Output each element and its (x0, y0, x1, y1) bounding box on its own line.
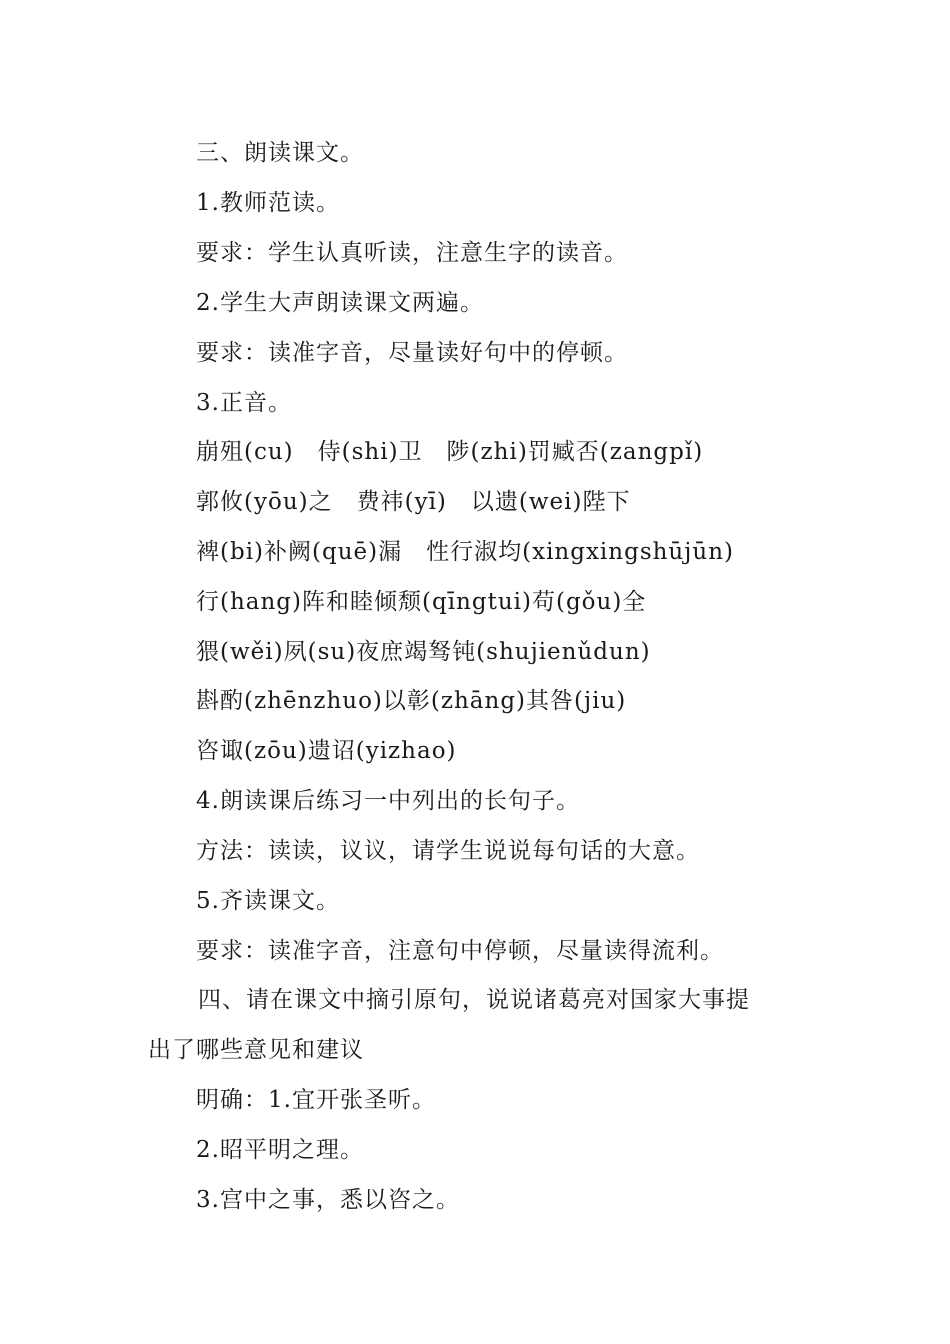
step-5: 5.齐读课文。 (196, 888, 340, 914)
method-text: 方法：读读，议议，请学生说说每句话的大意。 (196, 838, 700, 864)
step-3: 3.正音。 (196, 390, 292, 416)
answer-line-2: 2.昭平明之理。 (196, 1137, 364, 1163)
step-4: 4.朗读课后练习一中列出的长句子。 (196, 788, 580, 814)
pronunciation-line-2: 郭攸(yōu)之 费祎(yī) 以遗(wei)陛下 (196, 489, 631, 515)
section-heading-3: 三、朗读课文。 (196, 140, 364, 166)
section-heading-4-continued: 出了哪些意见和建议 (148, 1037, 364, 1063)
pronunciation-line-1: 崩殂(cu) 侍(shi)卫 陟(zhi)罚臧否(zangpǐ) (196, 439, 704, 465)
answer-line-3: 3.宫中之事，悉以咨之。 (196, 1187, 460, 1213)
pronunciation-line-6: 斟酌(zhēnzhuo)以彰(zhāng)其咎(jiu) (196, 688, 627, 714)
pronunciation-line-3: 裨(bi)补阙(quē)漏 性行淑均(xingxingshūjūn) (196, 539, 734, 565)
requirement-1: 要求：学生认真听读，注意生字的读音。 (196, 240, 628, 266)
pronunciation-line-5: 猥(wěi)夙(su)夜庶竭驽钝(shujienǔdun) (196, 639, 651, 665)
section-heading-4: 四、请在课文中摘引原句，说说诸葛亮对国家大事提 (198, 987, 750, 1013)
step-1: 1.教师范读。 (196, 190, 340, 216)
requirement-2: 要求：读准字音，尽量读好句中的停顿。 (196, 340, 628, 366)
step-2: 2.学生大声朗读课文两遍。 (196, 290, 484, 316)
pronunciation-line-4: 行(hang)阵和睦倾颓(qīngtui)苟(gǒu)全 (196, 589, 647, 615)
answer-line-1: 明确：1.宜开张圣听。 (196, 1087, 436, 1113)
pronunciation-line-7: 咨诹(zōu)遗诏(yizhao) (196, 738, 457, 764)
requirement-3: 要求：读准字音，注意句中停顿，尽量读得流利。 (196, 938, 724, 964)
